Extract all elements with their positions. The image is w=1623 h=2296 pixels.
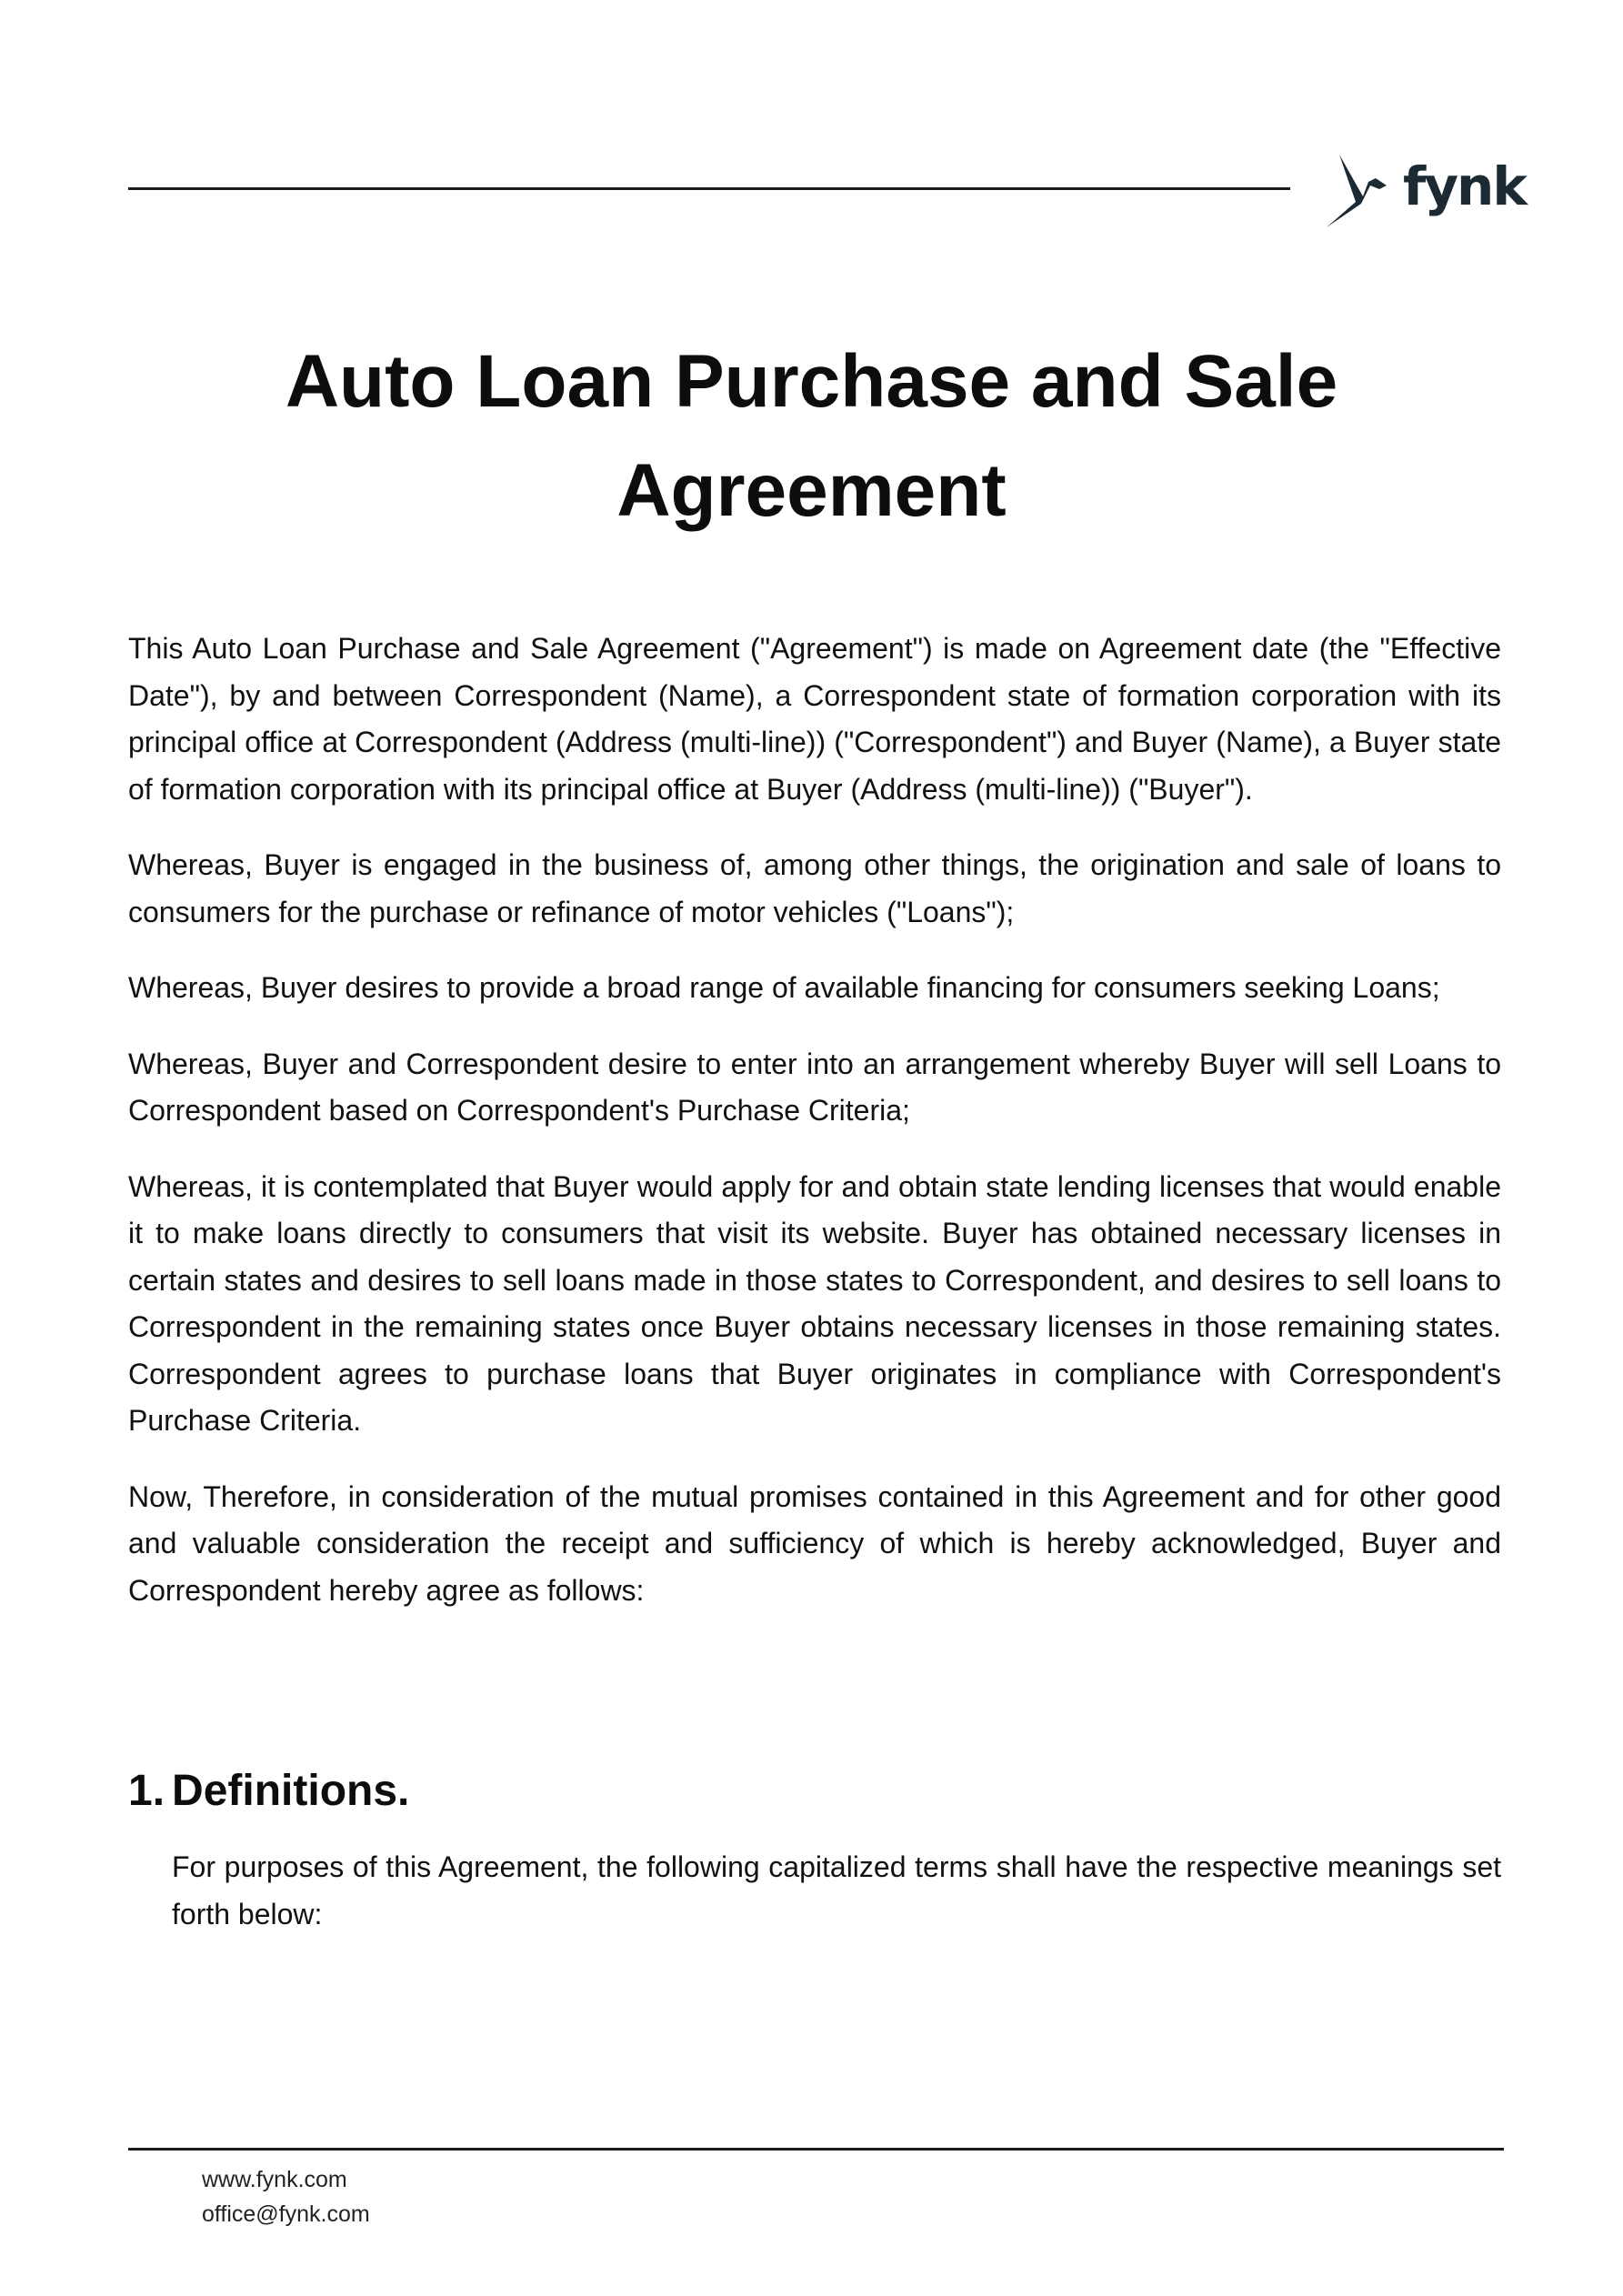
paragraph-intro: This Auto Loan Purchase and Sale Agreement ("Agreement") is made on Agreement date (the "Effective Date"), by and between Correspondent (Name), a Correspondent state of formation corporation with its principal office at Correspondent (Address (multi-line)) ("Correspondent") and Buyer (Name), a Buyer state of formation corporation with its principal office at Buyer (Address (multi-line)) ("Buyer"). <box>128 632 1501 806</box>
document-body <box>128 626 1501 1643</box>
paragraph-whereas-4: Whereas, it is contemplated that Buyer would apply for and obtain state lending licenses that would enable it to make loans directly to consumers that visit its website. Buyer has obtained necessary licenses in certain states and desires to sell loans made in those states to Correspondent, and desires to sell loans to Correspondent in the remaining states once Buyer obtains necessary licenses in those remaining states. Correspondent agrees to purchase loans that Buyer originates in compliance with Correspondent's Purchase Criteria. <box>128 1169 1501 1437</box>
section-heading <box>128 1764 1501 1819</box>
paragraph-whereas-1: Whereas, Buyer is engaged in the business of, among other things, the origination and sale of loans to consumers for the purchase or refinance of motor vehicles ("Loans"); <box>128 848 1501 928</box>
brand-name: fynk <box>1403 155 1526 217</box>
footer-website-link[interactable]: www.fynk.com <box>202 2167 347 2192</box>
paragraph-whereas-3: Whereas, Buyer and Correspondent desire to enter into an arrangement whereby Buyer will sell Loans to Correspondent based on Correspondent's Purchase Criteria; <box>128 1047 1501 1127</box>
section-definitions <box>128 1764 1501 1938</box>
footer-divider <box>128 2148 1504 2151</box>
section-title: Definitions. <box>172 1767 410 1815</box>
document-title: Auto Loan Purchase and Sale Agreement <box>285 340 1338 532</box>
bird-logo-icon <box>1323 151 1396 233</box>
paragraph-now-therefore: Now, Therefore, in consideration of the mutual promises contained in this Agreement and for other good and valuable consideration the receipt and sufficiency of which is hereby acknowledged, Buyer and Correspondent hereby agree as follows: <box>128 1479 1501 1607</box>
footer <box>202 2162 370 2231</box>
paragraph-whereas-2: Whereas, Buyer desires to provide a broad range of available financing for consumers seeking Loans; <box>128 971 1440 1004</box>
section-number: 1. <box>128 1767 165 1815</box>
header-divider <box>128 187 1290 190</box>
section-text: For purposes of this Agreement, the following capitalized terms shall have the respective meanings set forth below: <box>172 1850 1501 1930</box>
footer-email-link[interactable]: office@fynk.com <box>202 2201 370 2227</box>
brand-logo <box>1323 151 1526 233</box>
